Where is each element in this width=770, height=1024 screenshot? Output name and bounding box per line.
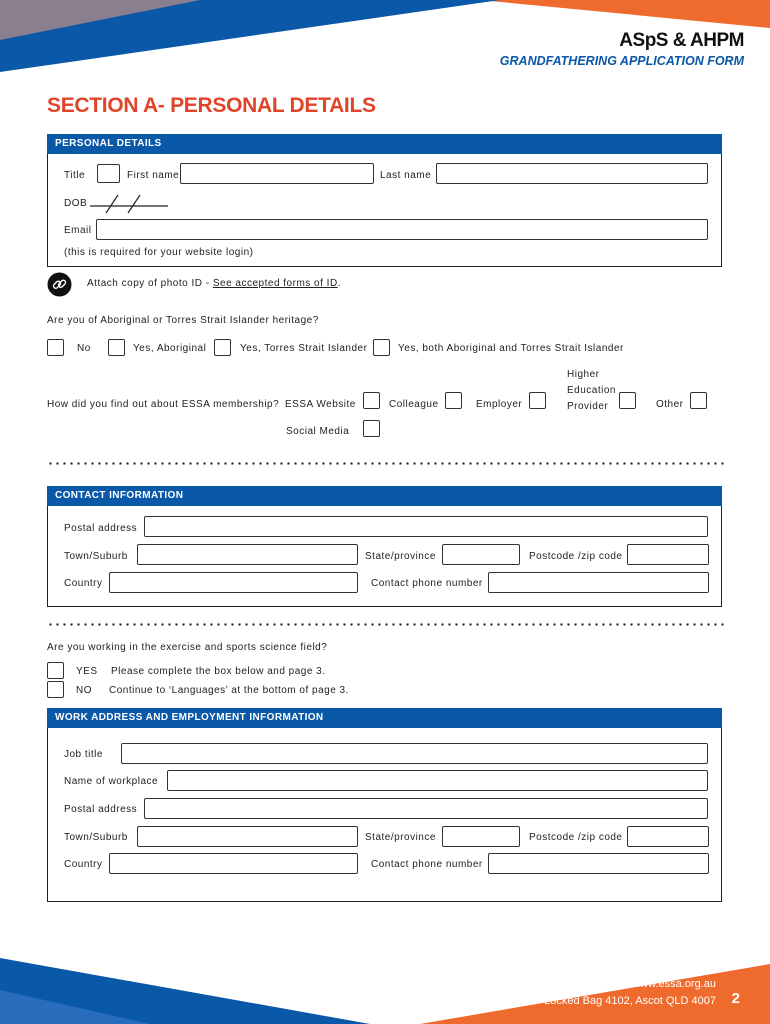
working-question: Are you working in the exercise and sports science field?: [47, 642, 328, 653]
divider: [47, 623, 725, 626]
footer-website[interactable]: www.essa.org.au: [632, 978, 716, 990]
last-name-field[interactable]: [436, 163, 708, 184]
social-media-label: Social Media: [286, 426, 350, 437]
personal-details-header: PERSONAL DETAILS: [47, 134, 722, 154]
work-phone-label: Contact phone number: [371, 859, 483, 870]
heritage-aboriginal-label: Yes, Aboriginal: [133, 343, 207, 354]
heritage-no-label: No: [77, 343, 91, 354]
working-no-note: Continue to ‘Languages’ at the bottom of page 3.: [109, 685, 349, 696]
work-postcode-label: Postcode /zip code: [529, 832, 623, 843]
higher-education-label: Higher Education Provider: [567, 369, 616, 412]
attach-text: Attach copy of photo ID - See accepted forms of ID.: [87, 278, 341, 289]
job-title-field[interactable]: [121, 743, 708, 764]
page-number: 2: [731, 990, 740, 1007]
social-media-checkbox[interactable]: [363, 420, 380, 437]
work-country-label: Country: [64, 859, 103, 870]
contact-postcode-label: Postcode /zip code: [529, 551, 623, 562]
working-yes-note: Please complete the box below and page 3.: [111, 666, 326, 677]
heritage-tsi-label: Yes, Torres Strait Islander: [240, 343, 368, 354]
essa-website-label: ESSA Website: [285, 399, 356, 410]
heritage-no-checkbox[interactable]: [47, 339, 64, 356]
workplace-field[interactable]: [167, 770, 708, 791]
colleague-label: Colleague: [389, 399, 439, 410]
work-postal-field[interactable]: [144, 798, 708, 819]
workplace-label: Name of workplace: [64, 776, 159, 787]
email-label: Email: [64, 225, 92, 236]
contact-postal-label: Postal address: [64, 523, 138, 534]
heritage-aboriginal-checkbox[interactable]: [108, 339, 125, 356]
working-no-label: NO: [76, 685, 92, 696]
work-phone-field[interactable]: [488, 853, 709, 874]
other-checkbox[interactable]: [690, 392, 707, 409]
contact-state-field[interactable]: [442, 544, 520, 565]
work-town-field[interactable]: [137, 826, 358, 847]
brand-title: ASpS & AHPM: [619, 30, 744, 51]
work-header: WORK ADDRESS AND EMPLOYMENT INFORMATION: [47, 708, 722, 728]
working-yes-label: YES: [76, 666, 98, 677]
contact-state-label: State/province: [365, 551, 436, 562]
accepted-id-link[interactable]: See accepted forms of ID: [212, 278, 338, 289]
first-name-label: First name: [127, 170, 180, 181]
form-title: GRANDFATHERING APPLICATION FORM: [499, 54, 744, 68]
heritage-question: Are you of Aboriginal or Torres Strait Islander heritage?: [47, 315, 319, 326]
job-title-label: Job title: [64, 749, 103, 760]
find-out-question: How did you find out about ESSA membership?: [47, 399, 280, 410]
last-name-label: Last name: [380, 170, 432, 181]
dob-label: DOB: [64, 198, 88, 209]
heritage-both-checkbox[interactable]: [373, 339, 390, 356]
working-no-checkbox[interactable]: [47, 681, 64, 698]
contact-header: CONTACT INFORMATION: [47, 486, 722, 506]
link-icon: [47, 272, 72, 297]
work-country-field[interactable]: [109, 853, 358, 874]
footer-address: Locked Bag 4102, Ascot QLD 4007: [544, 995, 716, 1007]
dob-field[interactable]: [88, 192, 170, 216]
contact-town-field[interactable]: [137, 544, 358, 565]
working-yes-checkbox[interactable]: [47, 662, 64, 679]
contact-postal-field[interactable]: [144, 516, 708, 537]
employer-checkbox[interactable]: [529, 392, 546, 409]
essa-website-checkbox[interactable]: [363, 392, 380, 409]
email-field[interactable]: [96, 219, 708, 240]
colleague-checkbox[interactable]: [445, 392, 462, 409]
work-state-label: State/province: [365, 832, 436, 843]
higher-education-checkbox[interactable]: [619, 392, 636, 409]
title-field[interactable]: [97, 164, 120, 183]
work-state-field[interactable]: [442, 826, 520, 847]
other-label: Other: [656, 399, 684, 410]
email-note: (this is required for your website login): [64, 247, 254, 258]
work-town-label: Town/Suburb: [64, 832, 128, 843]
divider: [47, 462, 725, 465]
contact-postcode-field[interactable]: [627, 544, 709, 565]
employer-label: Employer: [476, 399, 523, 410]
heritage-both-label: Yes, both Aboriginal and Torres Strait Islander: [398, 343, 624, 354]
contact-town-label: Town/Suburb: [64, 551, 128, 562]
first-name-field[interactable]: [180, 163, 374, 184]
contact-phone-label: Contact phone number: [371, 578, 483, 589]
contact-country-label: Country: [64, 578, 103, 589]
heritage-tsi-checkbox[interactable]: [214, 339, 231, 356]
title-label: Title: [64, 170, 86, 181]
work-postal-label: Postal address: [64, 804, 138, 815]
contact-country-field[interactable]: [109, 572, 358, 593]
section-title: SECTION A- PERSONAL DETAILS: [47, 94, 376, 117]
contact-phone-field[interactable]: [488, 572, 709, 593]
work-postcode-field[interactable]: [627, 826, 709, 847]
